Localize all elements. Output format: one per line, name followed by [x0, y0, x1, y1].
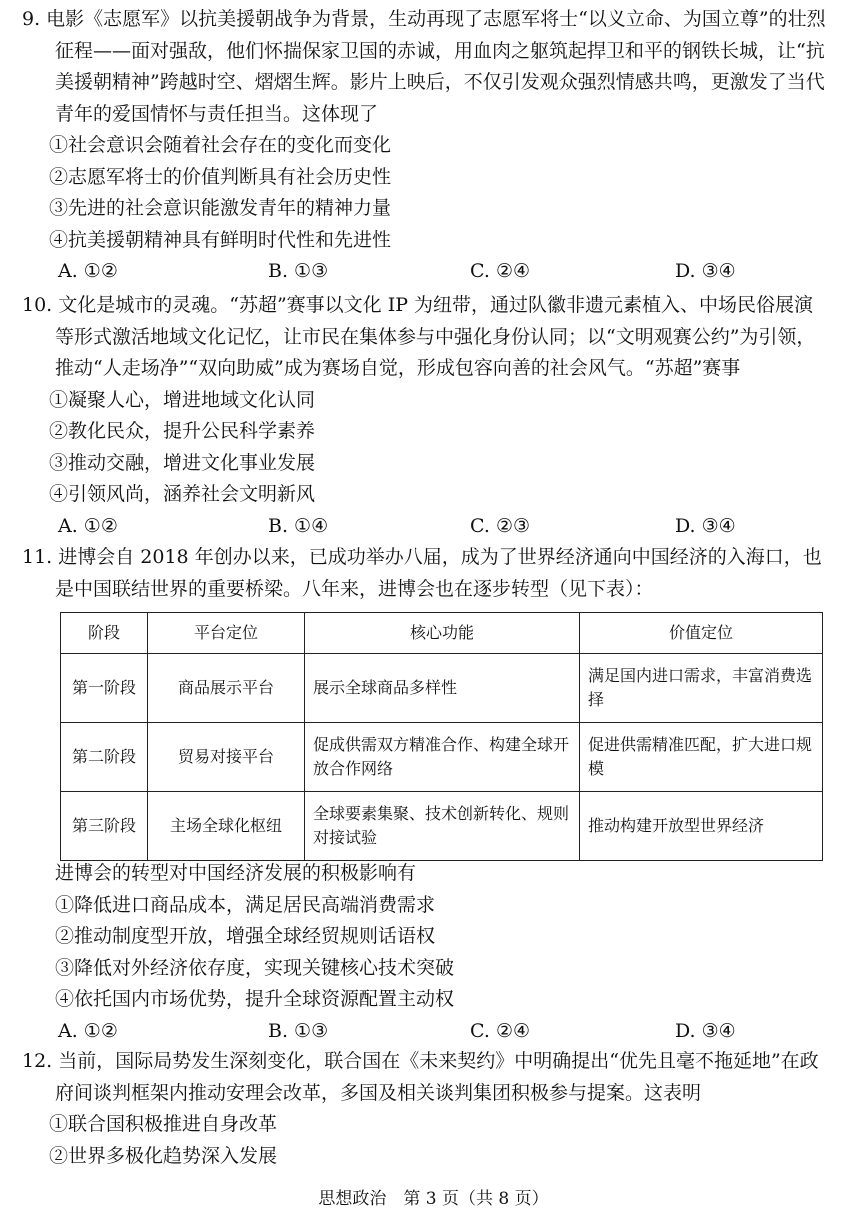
table-cell: 贸易对接平台: [148, 723, 305, 792]
question-9-option-3: ③先进的社会意识能激发青年的精神力量: [49, 197, 392, 219]
choice-c: C. ②④: [470, 260, 531, 282]
table-header: 核心功能: [305, 613, 580, 654]
choice-a: A. ①②: [58, 1019, 118, 1042]
choice-b: B. ①④: [268, 514, 329, 537]
question-10-option-3: ③推动交融，增进文化事业发展: [49, 451, 316, 474]
question-12-option-1: ①联合国积极推进自身改革: [49, 1113, 278, 1135]
table-cell: 商品展示平台: [148, 654, 305, 723]
table-header: 价值定位: [580, 613, 823, 654]
table-cell: 满足国内进口需求，丰富消费选择: [580, 654, 823, 723]
choice-c: C. ②③: [470, 514, 531, 537]
question-9-option-1: ①社会意识会随着社会存在的变化而变化: [49, 134, 392, 156]
choice-d: D. ③④: [675, 1019, 736, 1042]
table-cell: 促进供需精准匹配，扩大进口规模: [580, 723, 823, 792]
choice-a: A. ①②: [58, 260, 118, 282]
table-header: 平台定位: [148, 613, 305, 654]
table-cell: 第三阶段: [61, 792, 148, 861]
choice-b: B. ①③: [268, 1019, 329, 1042]
question-9-option-2: ②志愿军将士的价值判断具有社会历史性: [49, 165, 392, 188]
table-cell: 促成供需双方精准合作、构建全球开放合作网络: [305, 723, 580, 792]
question-9-stem: 9. 电影《志愿军》以抗美援朝战争为背景，生动再现了志愿军将士“以义立命、为国立尊”的壮烈征程——面对强敌，他们怀揣保家卫国的赤诚，用血肉之躯筑起捍卫和平的钢铁长城，让“抗美援朝精神”跨越时空、熠熠生辉。影片上映后，不仅引发观众强烈情感共鸣，更激发了当代青年的爱国情怀与责任担当。这体现了: [22, 8, 826, 125]
question-11-option-4: ④依托国内市场优势，提升全球资源配置主动权: [55, 988, 455, 1010]
question-12: [22, 1046, 832, 1172]
table-cell: 推动构建开放型世界经济: [580, 792, 823, 861]
question-11: [22, 542, 832, 605]
stages-table: [60, 612, 823, 861]
table-cell: 第二阶段: [61, 723, 148, 792]
question-11-option-3: ③降低对外经济依存度，实现关键核心技术突破: [55, 956, 455, 979]
question-11-lead: 进博会的转型对中国经济发展的积极影响有: [55, 862, 417, 884]
table-cell: 主场全球化枢纽: [148, 792, 305, 861]
table-row: [61, 723, 823, 792]
choice-a: A. ①②: [58, 514, 118, 537]
question-10: [22, 290, 832, 543]
choice-c: C. ②④: [470, 1019, 531, 1042]
table-cell: 全球要素集聚、技术创新转化、规则对接试验: [305, 792, 580, 861]
table-row: [61, 792, 823, 861]
question-12-stem: 12. 当前，国际局势发生深刻变化，联合国在《未来契约》中明确提出“优先且毫不拖延地”在政府间谈判框架内推动安理会改革，多国及相关谈判集团积极参与提案。这表明: [22, 1050, 819, 1104]
question-9: [22, 4, 832, 288]
question-9-choices: [58, 256, 832, 288]
question-9-option-4: ④抗美援朝精神具有鲜明时代性和先进性: [49, 228, 392, 251]
choice-d: D. ③④: [675, 514, 736, 537]
choice-d: D. ③④: [675, 260, 736, 282]
table-header: 阶段: [61, 613, 148, 654]
question-10-option-4: ④引领风尚，涵养社会文明新风: [49, 483, 316, 505]
question-10-choices: [58, 511, 832, 543]
table-row: [61, 654, 823, 723]
question-11-option-1: ①降低进口商品成本，满足居民高端消费需求: [55, 893, 436, 916]
choice-b: B. ①③: [268, 260, 329, 282]
question-10-stem: 10. 文化是城市的灵魂。“苏超”赛事以文化 IP 为纽带，通过队徽非遗元素植入、中场民俗展演等形式激活地域文化记忆，让市民在集体参与中强化身份认同；以“文明观赛公约”为引领，推动“人走场净”“双向助威”成为赛场自觉，形成包容向善的社会风气。“苏超”赛事: [22, 294, 816, 379]
table-header-row: [61, 613, 823, 654]
table-cell: 第一阶段: [61, 654, 148, 723]
question-11-choices: [58, 1016, 835, 1048]
page-footer: 思想政治 第 3 页（共 8 页）: [318, 1189, 549, 1209]
question-12-option-2: ②世界多极化趋势深入发展: [49, 1144, 278, 1167]
question-11-stem: 11. 进博会自 2018 年创办以来，已成功举办八届，成为了世界经济通向中国经济的入海口，也是中国联结世界的重要桥梁。八年来，进博会也在逐步转型（见下表）：: [22, 546, 822, 600]
question-11-option-2: ②推动制度型开放，增强全球经贸规则话语权: [55, 925, 436, 947]
question-10-option-2: ②教化民众，提升公民科学素养: [49, 420, 316, 442]
question-11-body: [55, 858, 835, 1048]
table-cell: 展示全球商品多样性: [305, 654, 580, 723]
question-10-option-1: ①凝聚人心，增进地域文化认同: [49, 388, 316, 411]
